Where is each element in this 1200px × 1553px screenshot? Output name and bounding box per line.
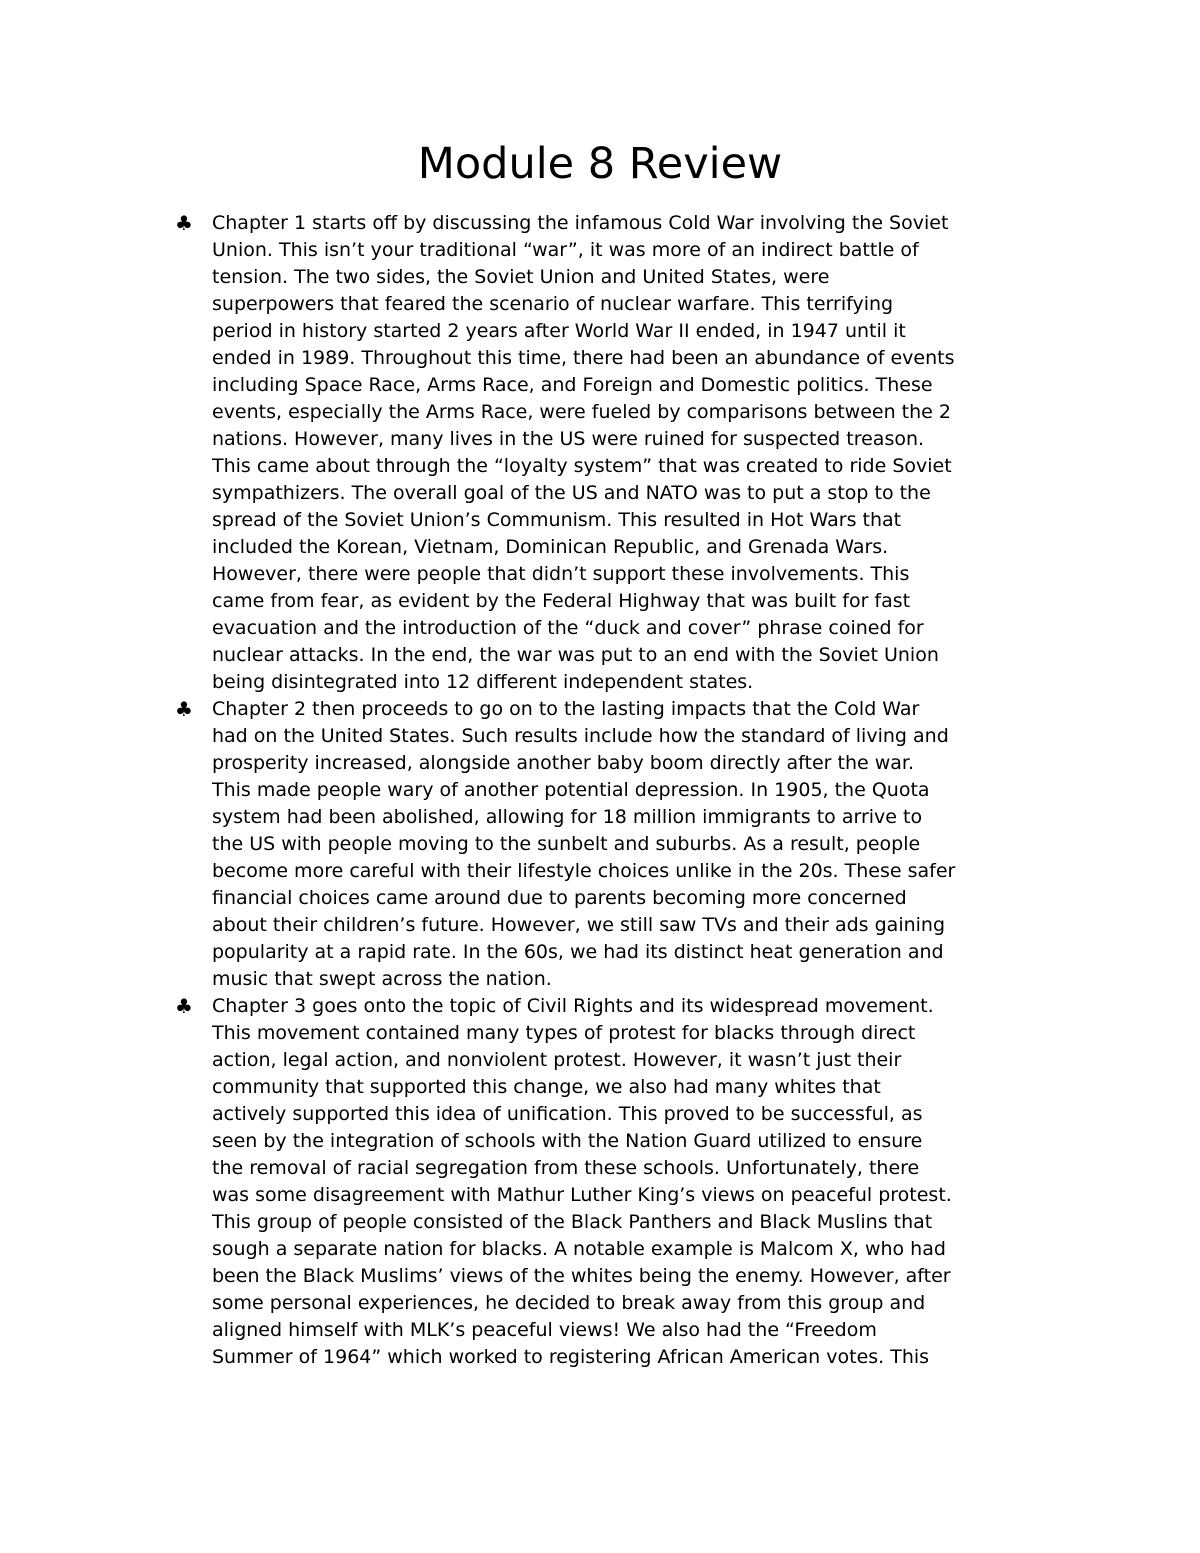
paragraph-line: sympathizers. The overall goal of the US and NATO was to put a stop to the [212, 482, 931, 504]
paragraph-line: ended in 1989. Throughout this time, there had been an abundance of events [212, 347, 955, 369]
paragraph-line: spread of the Soviet Union’s Communism. This resulted in Hot Wars that [212, 509, 902, 531]
paragraph-line: become more careful with their lifestyle choices unlike in the 20s. These safer [212, 860, 956, 882]
paragraph-line: actively supported this idea of unification. This proved to be successful, as [212, 1103, 923, 1125]
paragraph-line: included the Korean, Vietnam, Dominican Republic, and Grenada Wars. [212, 536, 889, 558]
paragraph-line: nuclear attacks. In the end, the war was put to an end with the Soviet Union [212, 644, 939, 666]
paragraph-line: community that supported this change, we also had many whites that [212, 1076, 881, 1098]
paragraph-line: came from fear, as evident by the Federal Highway that was built for fast [212, 590, 911, 612]
bullet-item-chapter-1 [0, 210, 1200, 696]
page-title: Module 8 Review [417, 139, 783, 189]
paragraph-line: the US with people moving to the sunbelt and suburbs. As a result, people [212, 833, 921, 855]
paragraph-line: some personal experiences, he decided to break away from this group and [212, 1292, 926, 1314]
paragraph-line: prosperity increased, alongside another baby boom directly after the war. [212, 752, 915, 774]
paragraph-line: financial choices came around due to parents becoming more concerned [212, 887, 907, 909]
bullet-paragraph [212, 993, 1200, 1371]
club-icon: ♣ [175, 994, 193, 1018]
bullet-paragraph [212, 696, 1200, 993]
paragraph-line: action, legal action, and nonviolent protest. However, it wasn’t just their [212, 1049, 902, 1071]
paragraph-line: This movement contained many types of protest for blacks through direct [212, 1022, 916, 1044]
paragraph-line: tension. The two sides, the Soviet Union and United States, were [212, 266, 830, 288]
paragraph-line: Chapter 2 then proceeds to go on to the lasting impacts that the Cold War [212, 698, 920, 720]
paragraph-line: evacuation and the introduction of the “duck and cover” phrase coined for [212, 617, 924, 639]
paragraph-line: system had been abolished, allowing for 18 million immigrants to arrive to [212, 806, 923, 828]
bullet-list [0, 210, 1200, 1371]
paragraph-line: about their children’s future. However, we still saw TVs and their ads gaining [212, 914, 946, 936]
paragraph-line: had on the United States. Such results include how the standard of living and [212, 725, 949, 747]
bullet-item-chapter-2 [0, 696, 1200, 993]
paragraph-line: sough a separate nation for blacks. A notable example is Malcom X, who had [212, 1238, 946, 1260]
bullet-paragraph [212, 210, 1200, 696]
paragraph-line: Chapter 1 starts off by discussing the infamous Cold War involving the Soviet [212, 212, 949, 234]
club-icon: ♣ [175, 211, 193, 235]
paragraph-line: events, especially the Arms Race, were fueled by comparisons between the 2 [212, 401, 951, 423]
paragraph-line: seen by the integration of schools with the Nation Guard utilized to ensure [212, 1130, 923, 1152]
paragraph-line: aligned himself with MLK’s peaceful views! We also had the “Freedom [212, 1319, 877, 1341]
paragraph-line: popularity at a rapid rate. In the 60s, we had its distinct heat generation and [212, 941, 944, 963]
paragraph-line: Summer of 1964” which worked to registering African American votes. This [212, 1346, 930, 1368]
paragraph-line: was some disagreement with Mathur Luther King’s views on peaceful protest. [212, 1184, 952, 1206]
paragraph-line: period in history started 2 years after World War II ended, in 1947 until it [212, 320, 906, 342]
paragraph-line: the removal of racial segregation from these schools. Unfortunately, there [212, 1157, 920, 1179]
paragraph-line: This made people wary of another potential depression. In 1905, the Quota [212, 779, 930, 801]
paragraph-line: However, there were people that didn’t support these involvements. This [212, 563, 910, 585]
bullet-item-chapter-3 [0, 993, 1200, 1371]
paragraph-line: being disintegrated into 12 different independent states. [212, 671, 754, 693]
paragraph-line: been the Black Muslims’ views of the whites being the enemy. However, after [212, 1265, 951, 1287]
club-icon: ♣ [175, 697, 193, 721]
paragraph-line: Union. This isn’t your traditional “war”, it was more of an indirect battle of [212, 239, 919, 261]
paragraph-line: music that swept across the nation. [212, 968, 552, 990]
paragraph-line: Chapter 3 goes onto the topic of Civil Rights and its widespread movement. [212, 995, 934, 1017]
paragraph-line: This came about through the “loyalty system” that was created to ride Soviet [212, 455, 952, 477]
paragraph-line: This group of people consisted of the Black Panthers and Black Muslins that [212, 1211, 933, 1233]
paragraph-line: superpowers that feared the scenario of nuclear warfare. This terrifying [212, 293, 894, 315]
paragraph-line: including Space Race, Arms Race, and Foreign and Domestic politics. These [212, 374, 933, 396]
paragraph-line: nations. However, many lives in the US were ruined for suspected treason. [212, 428, 925, 450]
